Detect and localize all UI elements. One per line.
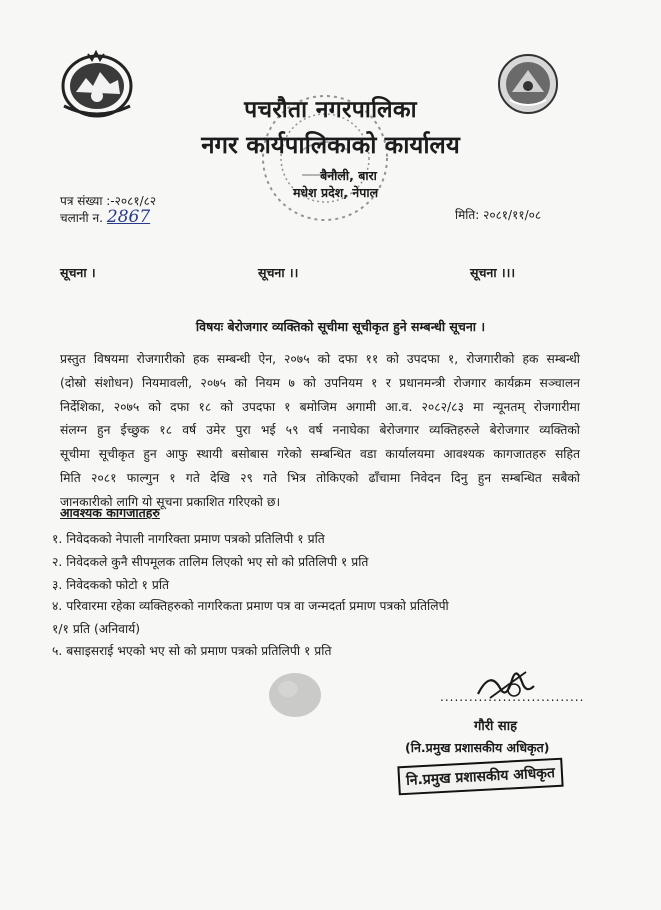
dispatch-number [60,207,150,227]
body-line: प्रस्तुत विषयमा रोजगारीको हक सम्बन्धी ऐन, २०७५ को दफा ११ को उपदफा १, रोजगारीको हक सम्बन्धी [60,352,580,366]
body-line: संलग्न हुन ईच्छुक १८ वर्ष उमेर पुरा भई ५९ वर्ष ननाघेका बेरोजगार व्यक्तिहरुले बेरोजगार व्यक्तिको [60,423,580,438]
signature-line: .............................. [440,690,585,704]
address-line-1: बैनौली, बारा [320,168,377,183]
document-item: १. निवेदकको नेपाली नागरिक्ता प्रमाण पत्रको प्रतिलिपी १ प्रति [52,532,325,546]
body-line: निर्देशिका, २०७५ को दफा १८ को उपदफा १ बमोजिम अगामी आ.व. २०८२/८३ मा न्यूनतम् रोजगारीमा [60,399,580,414]
notice-heading-1: सूचना । [60,265,96,280]
letter-date: मिति: २०८१/११/०८ [455,208,542,222]
signatory-name: गौरी साह [474,719,517,734]
dispatch-handwritten-number: 2867 [106,207,151,227]
designation-stamp: नि.प्रमुख प्रशासकीय अधिकृत [397,758,563,796]
municipality-name: पचरौता नगरपालिका [244,97,417,123]
office-name: नगर कार्यपालिकाको कार्यालय [201,131,460,159]
document-item: ३. निवेदकको फोटो १ प्रति [52,578,170,592]
notice-heading-2: सूचना ।। [258,265,299,280]
letter-subject: विषयः बेरोजगार व्यक्तिको सूचीमा सूचीकृत हुने सम्बन्धी सूचना । [195,319,486,334]
notice-body [60,348,580,515]
body-line: मिति २०८१ फाल्गुन १ गते देखि २९ गते भित्र तोकिएको ढाँचामा निवेदन दिनु हुन सम्बन्धित सबैको [60,470,580,485]
required-documents-heading: आवश्यक कागजातहरु [60,505,160,520]
document-item-continuation: १/१ प्रति (अनिवार्य) [52,622,141,636]
body-line: (दोस्रो संशोधन) नियमावली, २०७५ को नियम ७ को उपनियम १ र प्रधानमन्त्री रोजगार कार्यक्रम सञ्चालन [60,375,580,390]
dispatch-label: चलानी न. [60,211,103,225]
address-line-2: मधेश प्रदेश, नेपाल [292,185,379,200]
notice-heading-3: सूचना ।।। [470,265,516,280]
document-item: ४. परिवारमा रहेका व्यक्तिहरुको नागरिकता प्रमाण पत्र वा जन्मदर्ता प्रमाण पत्रको प्रतिलिपी [52,599,449,613]
body-line: सूचीमा सूचीकृत हुन आफु स्थायी बसोबास गरेको सम्बन्धित वडा कार्यालयमा आवश्यक कागजातहरु सहित [60,447,580,462]
reference-number: पत्र संख्या :-२०८१/८२ [60,194,157,208]
signatory-title: (नि.प्रमुख प्रशासकीय अधिकृत) [405,740,550,755]
document-item: ५. बसाइसराई भएको भए सो को प्रमाण पत्रको प्रतिलिपी १ प्रति [52,644,332,658]
document-item: २. निवेदकले कुनै सीपमूलक तालिम लिएको भए सो को प्रतिलिपी १ प्रति [52,555,369,569]
body-line: जानकारीको लागि यो सूचना प्रकाशित गरिएको छ। [60,494,281,509]
